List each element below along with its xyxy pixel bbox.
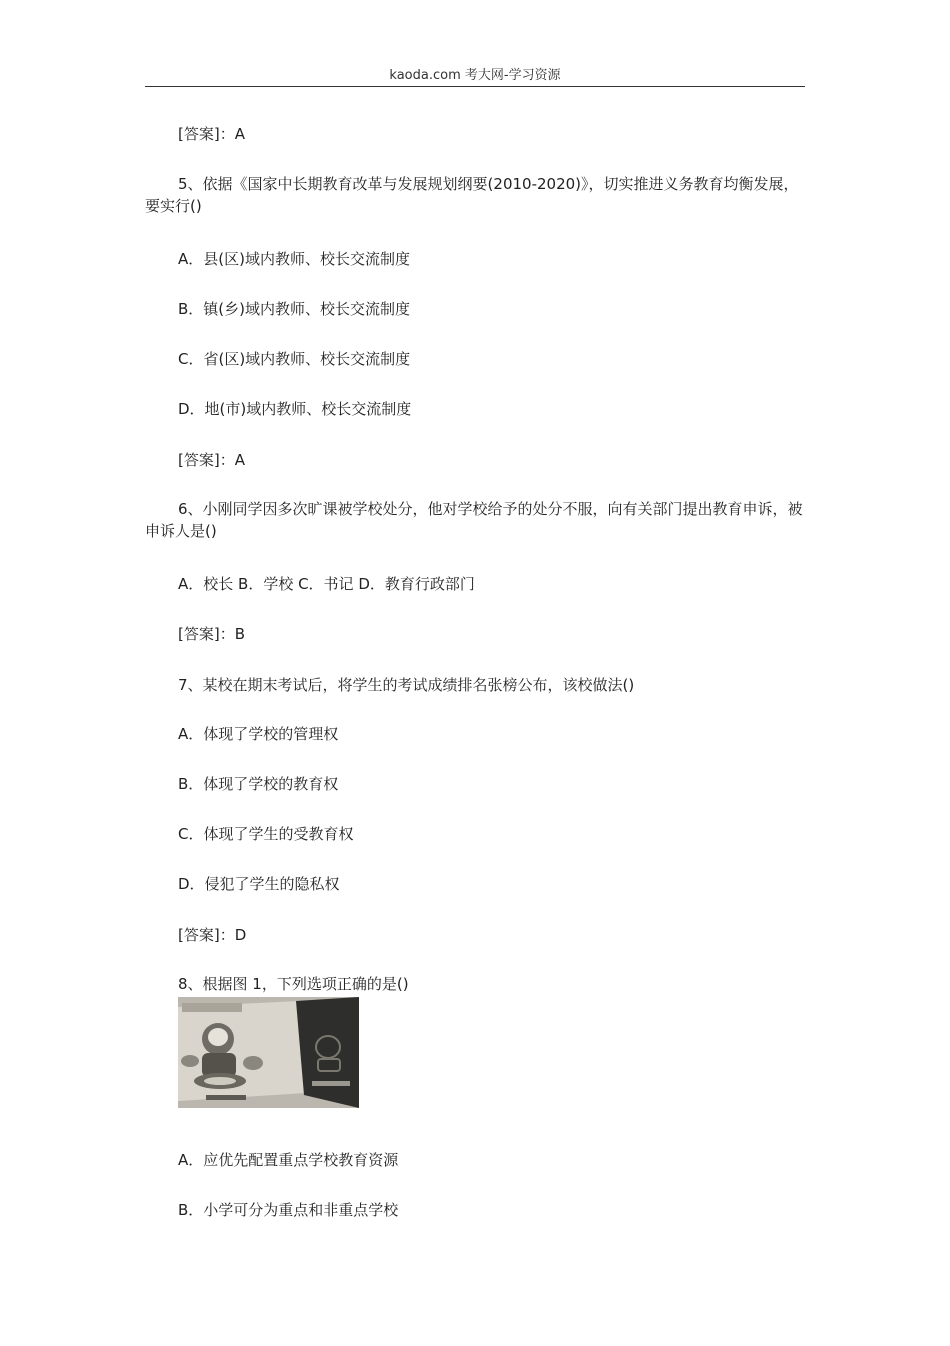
options-6: A．校长 B．学校 C．书记 D．教育行政部门	[178, 575, 475, 593]
option-5d: D．地(市)域内教师、校长交流制度	[178, 400, 412, 418]
figure-1-photo	[178, 997, 359, 1108]
question-5	[145, 173, 805, 217]
question-6	[145, 498, 805, 542]
page-header: kaoda.com 考大网-学习资源	[389, 68, 561, 83]
question-7: 7、某校在期末考试后，将学生的考试成绩排名张榜公布，该校做法()	[178, 676, 635, 694]
option-7b: B．体现了学校的教育权	[178, 775, 339, 793]
option-7d: D．侵犯了学生的隐私权	[178, 875, 340, 893]
option-5c: C．省(区)域内教师、校长交流制度	[178, 350, 411, 368]
header-divider	[145, 86, 805, 87]
option-8b: B．小学可分为重点和非重点学校	[178, 1201, 399, 1219]
question-8: 8、根据图 1，下列选项正确的是()	[178, 975, 409, 993]
answer-7: [答案]：D	[178, 926, 247, 944]
option-7a: A．体现了学校的管理权	[178, 725, 339, 743]
option-5a: A．县(区)域内教师、校长交流制度	[178, 250, 410, 268]
option-8a: A．应优先配置重点学校教育资源	[178, 1151, 399, 1169]
answer-4: [答案]：A	[178, 125, 245, 143]
option-7c: C．体现了学生的受教育权	[178, 825, 354, 843]
answer-6: [答案]：B	[178, 625, 245, 643]
answer-5: [答案]：A	[178, 451, 245, 469]
question-6-text: 6、小刚同学因多次旷课被学校处分，他对学校给予的处分不服，向有关部门提出教育申诉，被申诉人是()	[145, 500, 803, 540]
question-5-text: 5、依据《国家中长期教育改革与发展规划纲要(2010-2020)》，切实推进义务教育均衡发展，要实行()	[145, 175, 799, 215]
option-5b: B．镇(乡)域内教师、校长交流制度	[178, 300, 410, 318]
